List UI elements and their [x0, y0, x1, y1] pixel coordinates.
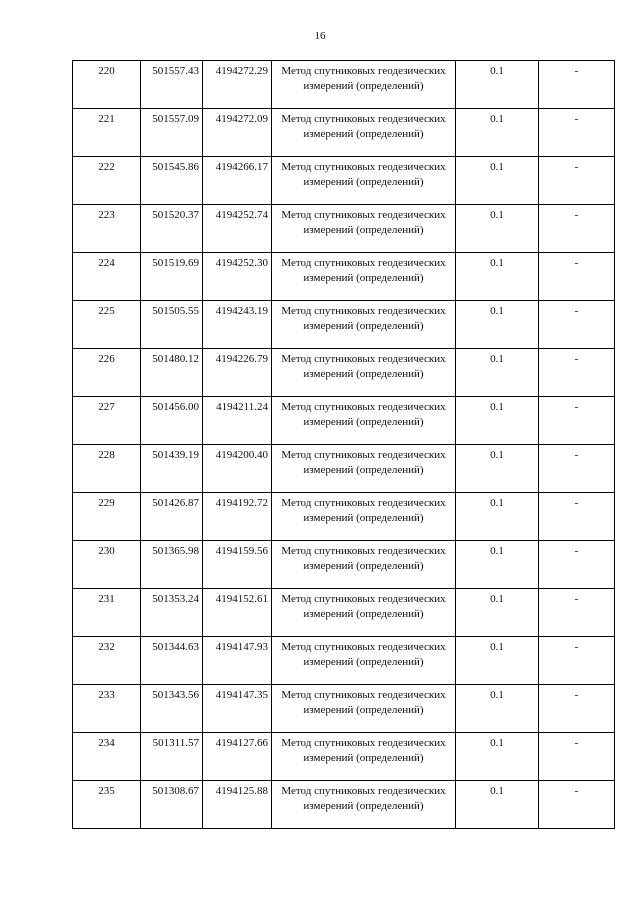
point-number-cell: 227: [73, 397, 141, 445]
point-number-cell: 235: [73, 781, 141, 829]
extra-cell: -: [539, 61, 615, 109]
accuracy-cell: 0.1: [456, 301, 539, 349]
extra-cell: -: [539, 397, 615, 445]
table-row: [73, 61, 615, 109]
y-coordinate-cell: 4194272.09: [203, 109, 272, 157]
x-coordinate-cell: 501520.37: [141, 205, 203, 253]
extra-cell: -: [539, 301, 615, 349]
accuracy-cell: 0.1: [456, 445, 539, 493]
accuracy-cell: 0.1: [456, 781, 539, 829]
table-row: [73, 493, 615, 541]
x-coordinate-cell: 501308.67: [141, 781, 203, 829]
table-row: [73, 685, 615, 733]
method-cell: Метод спутниковых геодезических измерений (определений): [272, 637, 456, 685]
method-cell: Метод спутниковых геодезических измерений (определений): [272, 109, 456, 157]
extra-cell: -: [539, 349, 615, 397]
coordinates-table-body: [73, 61, 615, 829]
accuracy-cell: 0.1: [456, 685, 539, 733]
table-row: [73, 397, 615, 445]
point-number-cell: 225: [73, 301, 141, 349]
accuracy-cell: 0.1: [456, 397, 539, 445]
method-cell: Метод спутниковых геодезических измерений (определений): [272, 61, 456, 109]
table-row: [73, 349, 615, 397]
method-cell: Метод спутниковых геодезических измерений (определений): [272, 205, 456, 253]
point-number-cell: 231: [73, 589, 141, 637]
y-coordinate-cell: 4194272.29: [203, 61, 272, 109]
x-coordinate-cell: 501519.69: [141, 253, 203, 301]
x-coordinate-cell: 501557.09: [141, 109, 203, 157]
accuracy-cell: 0.1: [456, 205, 539, 253]
x-coordinate-cell: 501456.00: [141, 397, 203, 445]
accuracy-cell: 0.1: [456, 61, 539, 109]
accuracy-cell: 0.1: [456, 157, 539, 205]
x-coordinate-cell: 501365.98: [141, 541, 203, 589]
coordinates-table: [72, 60, 615, 829]
table-row: [73, 253, 615, 301]
extra-cell: -: [539, 253, 615, 301]
point-number-cell: 228: [73, 445, 141, 493]
extra-cell: -: [539, 493, 615, 541]
extra-cell: -: [539, 685, 615, 733]
accuracy-cell: 0.1: [456, 493, 539, 541]
extra-cell: -: [539, 157, 615, 205]
y-coordinate-cell: 4194252.74: [203, 205, 272, 253]
point-number-cell: 234: [73, 733, 141, 781]
accuracy-cell: 0.1: [456, 541, 539, 589]
method-cell: Метод спутниковых геодезических измерений (определений): [272, 445, 456, 493]
point-number-cell: 226: [73, 349, 141, 397]
method-cell: Метод спутниковых геодезических измерений (определений): [272, 157, 456, 205]
extra-cell: -: [539, 541, 615, 589]
method-cell: Метод спутниковых геодезических измерений (определений): [272, 349, 456, 397]
table-row: [73, 109, 615, 157]
x-coordinate-cell: 501311.57: [141, 733, 203, 781]
point-number-cell: 229: [73, 493, 141, 541]
y-coordinate-cell: 4194200.40: [203, 445, 272, 493]
extra-cell: -: [539, 781, 615, 829]
x-coordinate-cell: 501343.56: [141, 685, 203, 733]
method-cell: Метод спутниковых геодезических измерений (определений): [272, 589, 456, 637]
method-cell: Метод спутниковых геодезических измерений (определений): [272, 685, 456, 733]
x-coordinate-cell: 501439.19: [141, 445, 203, 493]
table-row: [73, 589, 615, 637]
extra-cell: -: [539, 445, 615, 493]
method-cell: Метод спутниковых геодезических измерений (определений): [272, 301, 456, 349]
point-number-cell: 230: [73, 541, 141, 589]
accuracy-cell: 0.1: [456, 589, 539, 637]
point-number-cell: 221: [73, 109, 141, 157]
accuracy-cell: 0.1: [456, 253, 539, 301]
extra-cell: -: [539, 205, 615, 253]
y-coordinate-cell: 4194147.35: [203, 685, 272, 733]
y-coordinate-cell: 4194147.93: [203, 637, 272, 685]
y-coordinate-cell: 4194152.61: [203, 589, 272, 637]
y-coordinate-cell: 4194243.19: [203, 301, 272, 349]
method-cell: Метод спутниковых геодезических измерений (определений): [272, 781, 456, 829]
method-cell: Метод спутниковых геодезических измерений (определений): [272, 253, 456, 301]
x-coordinate-cell: 501557.43: [141, 61, 203, 109]
accuracy-cell: 0.1: [456, 349, 539, 397]
table-row: [73, 301, 615, 349]
point-number-cell: 232: [73, 637, 141, 685]
y-coordinate-cell: 4194127.66: [203, 733, 272, 781]
table-row: [73, 445, 615, 493]
table-row: [73, 541, 615, 589]
x-coordinate-cell: 501505.55: [141, 301, 203, 349]
method-cell: Метод спутниковых геодезических измерений (определений): [272, 397, 456, 445]
table-row: [73, 781, 615, 829]
method-cell: Метод спутниковых геодезических измерений (определений): [272, 541, 456, 589]
point-number-cell: 222: [73, 157, 141, 205]
accuracy-cell: 0.1: [456, 109, 539, 157]
y-coordinate-cell: 4194266.17: [203, 157, 272, 205]
table-row: [73, 733, 615, 781]
point-number-cell: 223: [73, 205, 141, 253]
table-row: [73, 637, 615, 685]
point-number-cell: 224: [73, 253, 141, 301]
x-coordinate-cell: 501545.86: [141, 157, 203, 205]
extra-cell: -: [539, 733, 615, 781]
y-coordinate-cell: 4194125.88: [203, 781, 272, 829]
extra-cell: -: [539, 637, 615, 685]
extra-cell: -: [539, 589, 615, 637]
accuracy-cell: 0.1: [456, 637, 539, 685]
method-cell: Метод спутниковых геодезических измерений (определений): [272, 493, 456, 541]
y-coordinate-cell: 4194252.30: [203, 253, 272, 301]
extra-cell: -: [539, 109, 615, 157]
x-coordinate-cell: 501353.24: [141, 589, 203, 637]
page-number: 16: [314, 30, 326, 42]
x-coordinate-cell: 501480.12: [141, 349, 203, 397]
method-cell: Метод спутниковых геодезических измерений (определений): [272, 733, 456, 781]
x-coordinate-cell: 501344.63: [141, 637, 203, 685]
y-coordinate-cell: 4194159.56: [203, 541, 272, 589]
x-coordinate-cell: 501426.87: [141, 493, 203, 541]
table-row: [73, 205, 615, 253]
point-number-cell: 220: [73, 61, 141, 109]
y-coordinate-cell: 4194226.79: [203, 349, 272, 397]
table-row: [73, 157, 615, 205]
y-coordinate-cell: 4194211.24: [203, 397, 272, 445]
accuracy-cell: 0.1: [456, 733, 539, 781]
point-number-cell: 233: [73, 685, 141, 733]
y-coordinate-cell: 4194192.72: [203, 493, 272, 541]
